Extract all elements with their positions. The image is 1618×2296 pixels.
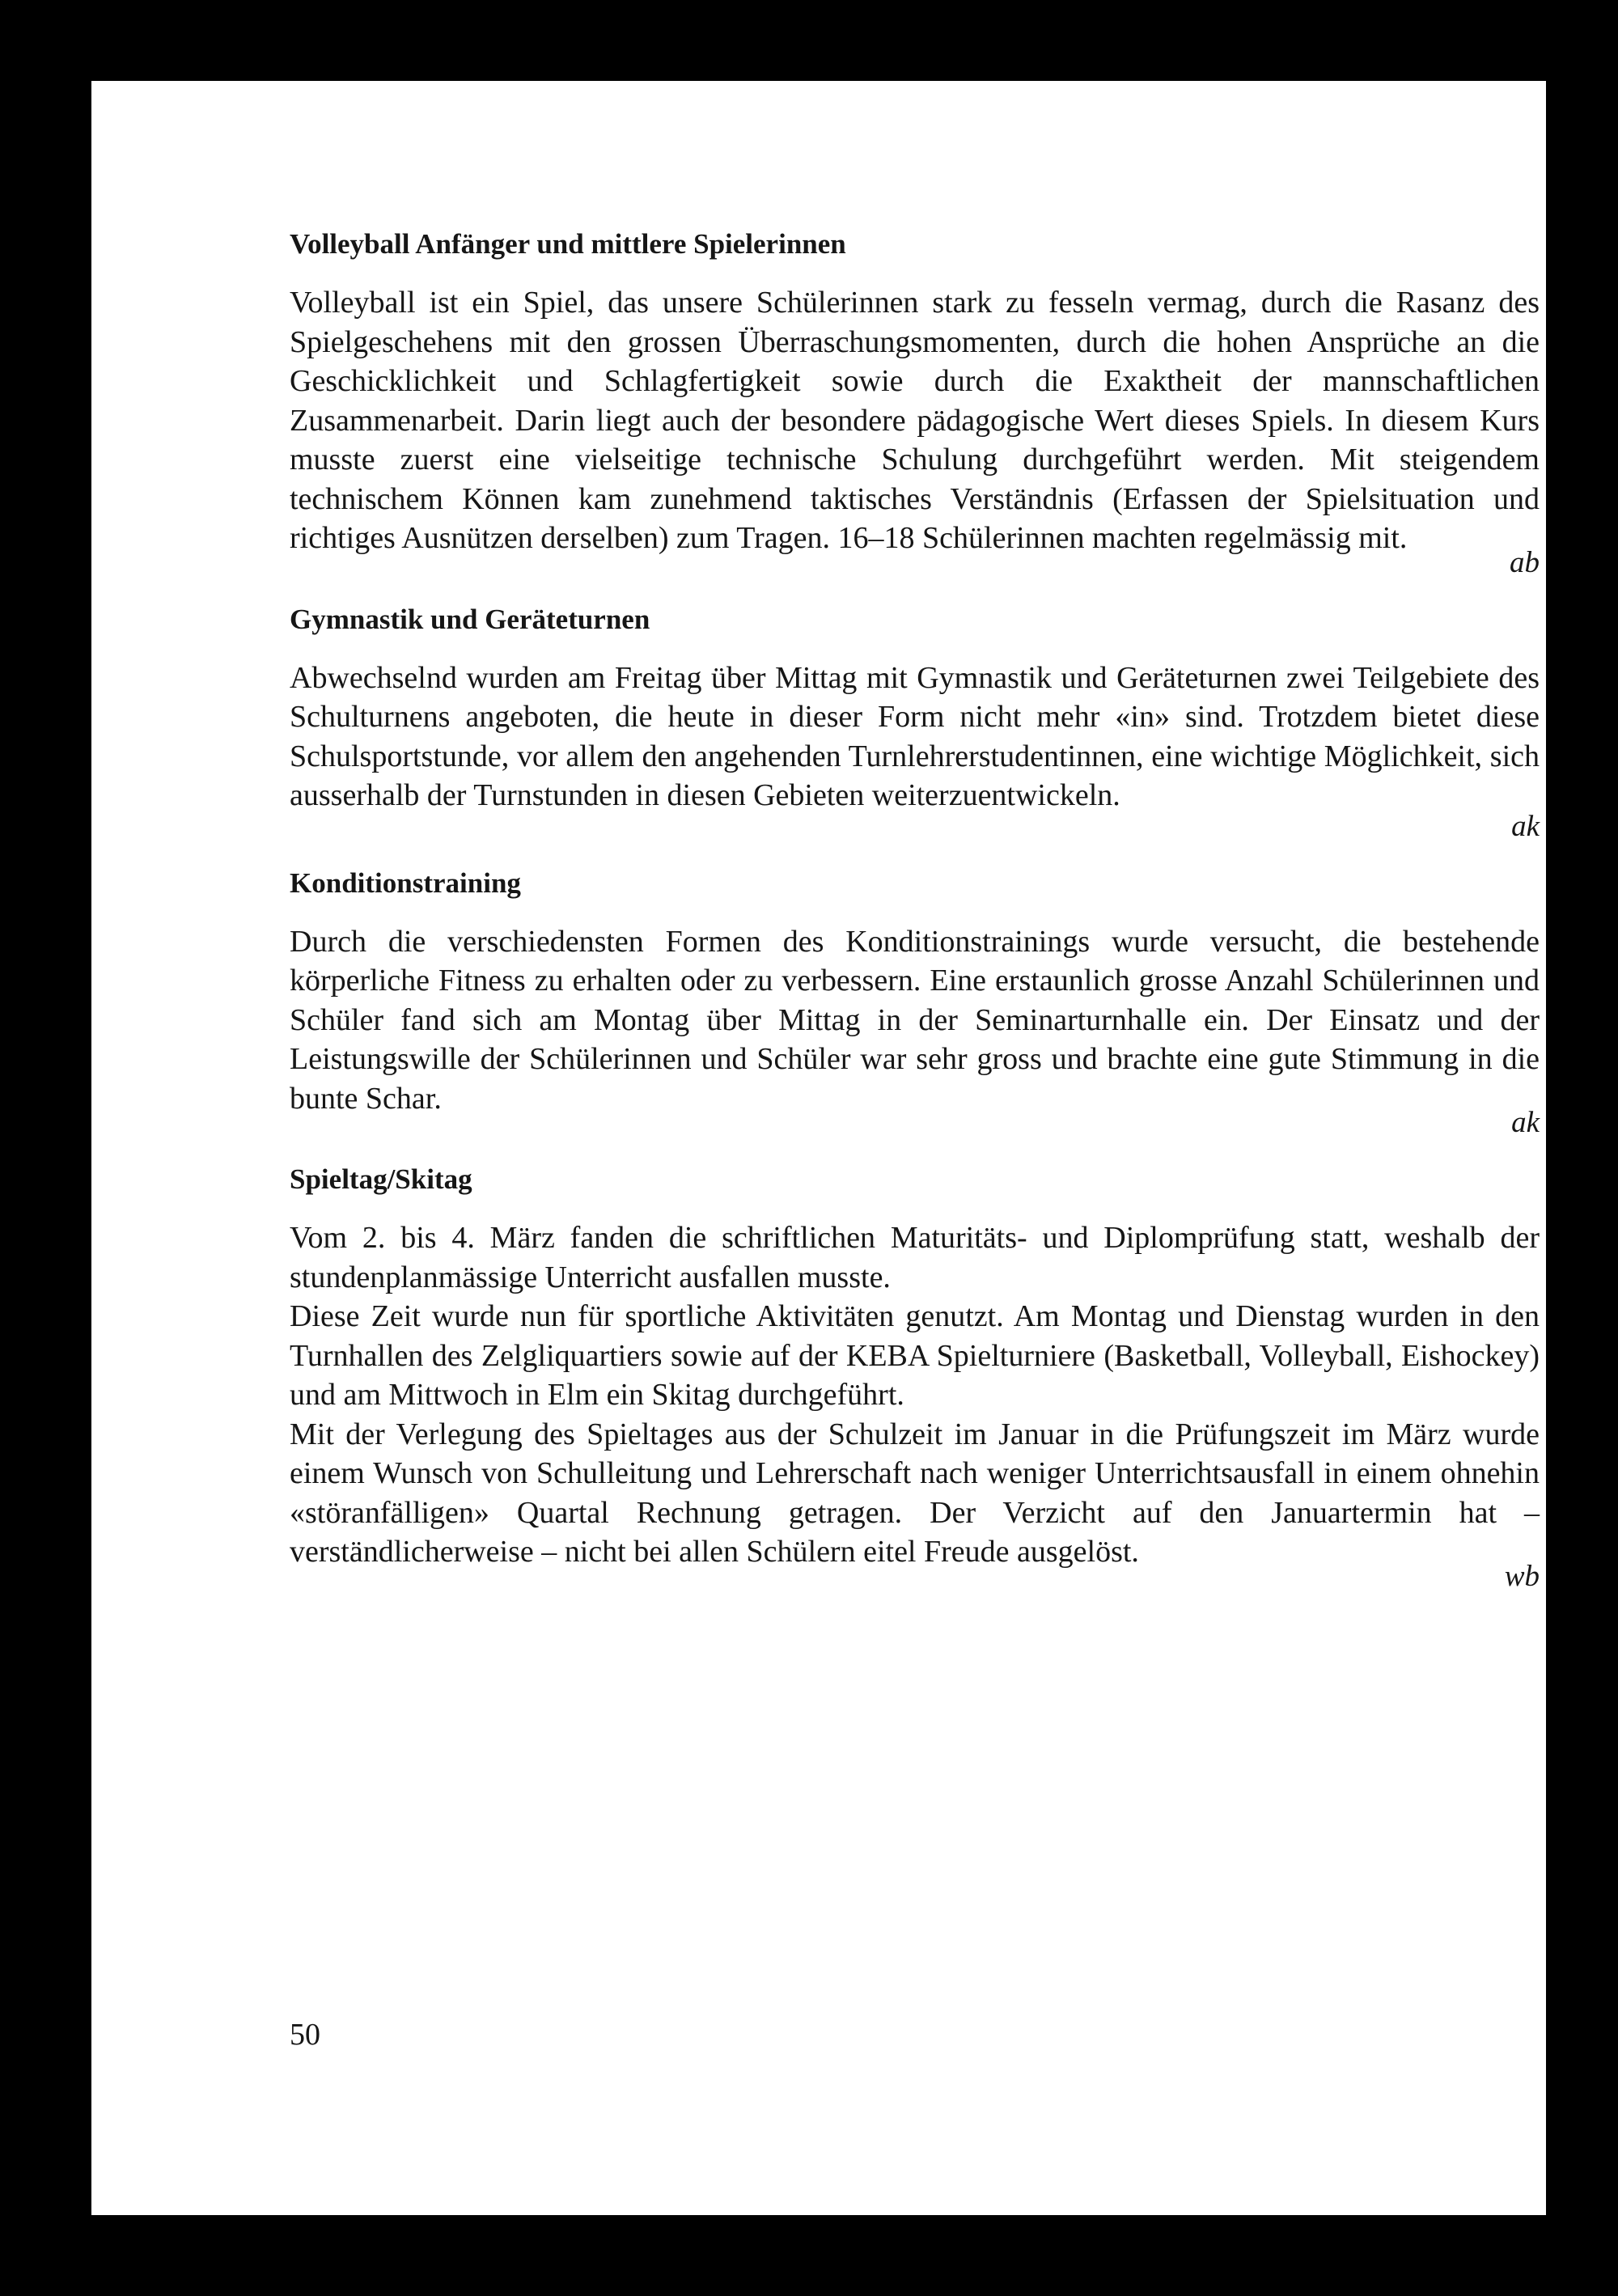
author-initials: wb bbox=[1504, 1559, 1540, 1593]
section-paragraph: Mit der Verlegung des Spieltages aus der Schulzeit im Januar in die Prüfungszeit im März wurde einem Wunsch von Schulleitung und Lehrerschaft nach weniger Unterrichtsausfall in einem ohnehin «störanfälligen» Quartal Rechnung getragen. Der Verzicht auf den Januartermin hat – verständlicherweise – nicht bei allen Schülern eitel Freude ausgelöst. bbox=[290, 1417, 1540, 1569]
document-body bbox=[290, 227, 1540, 1616]
author-initials: ak bbox=[1511, 1106, 1540, 1139]
author-initials: ab bbox=[1510, 545, 1540, 579]
section-paragraph: Vom 2. bis 4. März fanden die schriftlichen Maturitäts- und Diplomprüfung statt, weshalb der stundenplanmässige Unterricht ausfallen musste. bbox=[290, 1221, 1540, 1294]
section-heading: Konditionstraining bbox=[290, 866, 521, 899]
section-heading: Volleyball Anfänger und mittlere Spielerinnen bbox=[290, 228, 846, 260]
author-initials: ak bbox=[1511, 809, 1540, 843]
section-paragraph: Abwechselnd wurden am Freitag über Mittag mit Gymnastik und Geräteturnen zwei Teilgebiete des Schulturnens angeboten, die heute in dieser Form nicht mehr «in» sind. Trotzdem bietet diese Schulsportstunde, vor allem den angehenden Turnlehrerstudentinnen, eine wichtige Möglichkeit, sich ausserhalb der Turnstunden in diesen Gebieten weiterzuentwickeln. bbox=[290, 660, 1540, 812]
section-gymnastik bbox=[290, 602, 1540, 843]
document-page bbox=[91, 81, 1546, 2215]
section-heading: Gymnastik und Geräteturnen bbox=[290, 603, 650, 635]
section-heading: Spieltag/Skitag bbox=[290, 1163, 472, 1195]
section-spieltag-skitag bbox=[290, 1162, 1540, 1593]
section-volleyball bbox=[290, 227, 1540, 579]
section-paragraph: Durch die verschiedensten Formen des Konditionstrainings wurde versucht, die bestehende körperliche Fitness zu erhalten oder zu verbessern. Eine erstaunlich grosse Anzahl Schülerinnen und Schüler fand sich am Montag über Mittag in der Seminarturnhalle ein. Der Einsatz und der Leistungswille der Schülerinnen und Schüler war sehr gross und brachte eine gute Stimmung in die bunte Schar. bbox=[290, 924, 1540, 1116]
page-number: 50 bbox=[290, 2018, 320, 2052]
section-konditionstraining bbox=[290, 866, 1540, 1140]
section-paragraph: Volleyball ist ein Spiel, das unsere Schülerinnen stark zu fesseln vermag, durch die Rasanz des Spielgeschehens mit den grossen Überraschungsmomenten, durch die hohen Ansprüche an die Geschicklichkeit und Schlagfertigkeit sowie durch die Exaktheit der mannschaftlichen Zusammenarbeit. Darin liegt auch der besondere pädagogische Wert dieses Spiels. In diesem Kurs musste zuerst eine vielseitige technische Schulung durchgeführt werden. Mit steigendem technischem Können kam zunehmend taktisches Verständnis (Erfassen der Spielsituation und richtiges Ausnützen derselben) zum Tragen. 16–18 Schülerinnen machten regelmässig mit. bbox=[290, 286, 1540, 555]
section-paragraph: Diese Zeit wurde nun für sportliche Aktivitäten genutzt. Am Montag und Dienstag wurden in den Turnhallen des Zelgliquartiers sowie auf der KEBA Spielturniere (Basketball, Volleyball, Eishockey) und am Mittwoch in Elm ein Skitag durchgeführt. bbox=[290, 1299, 1540, 1412]
